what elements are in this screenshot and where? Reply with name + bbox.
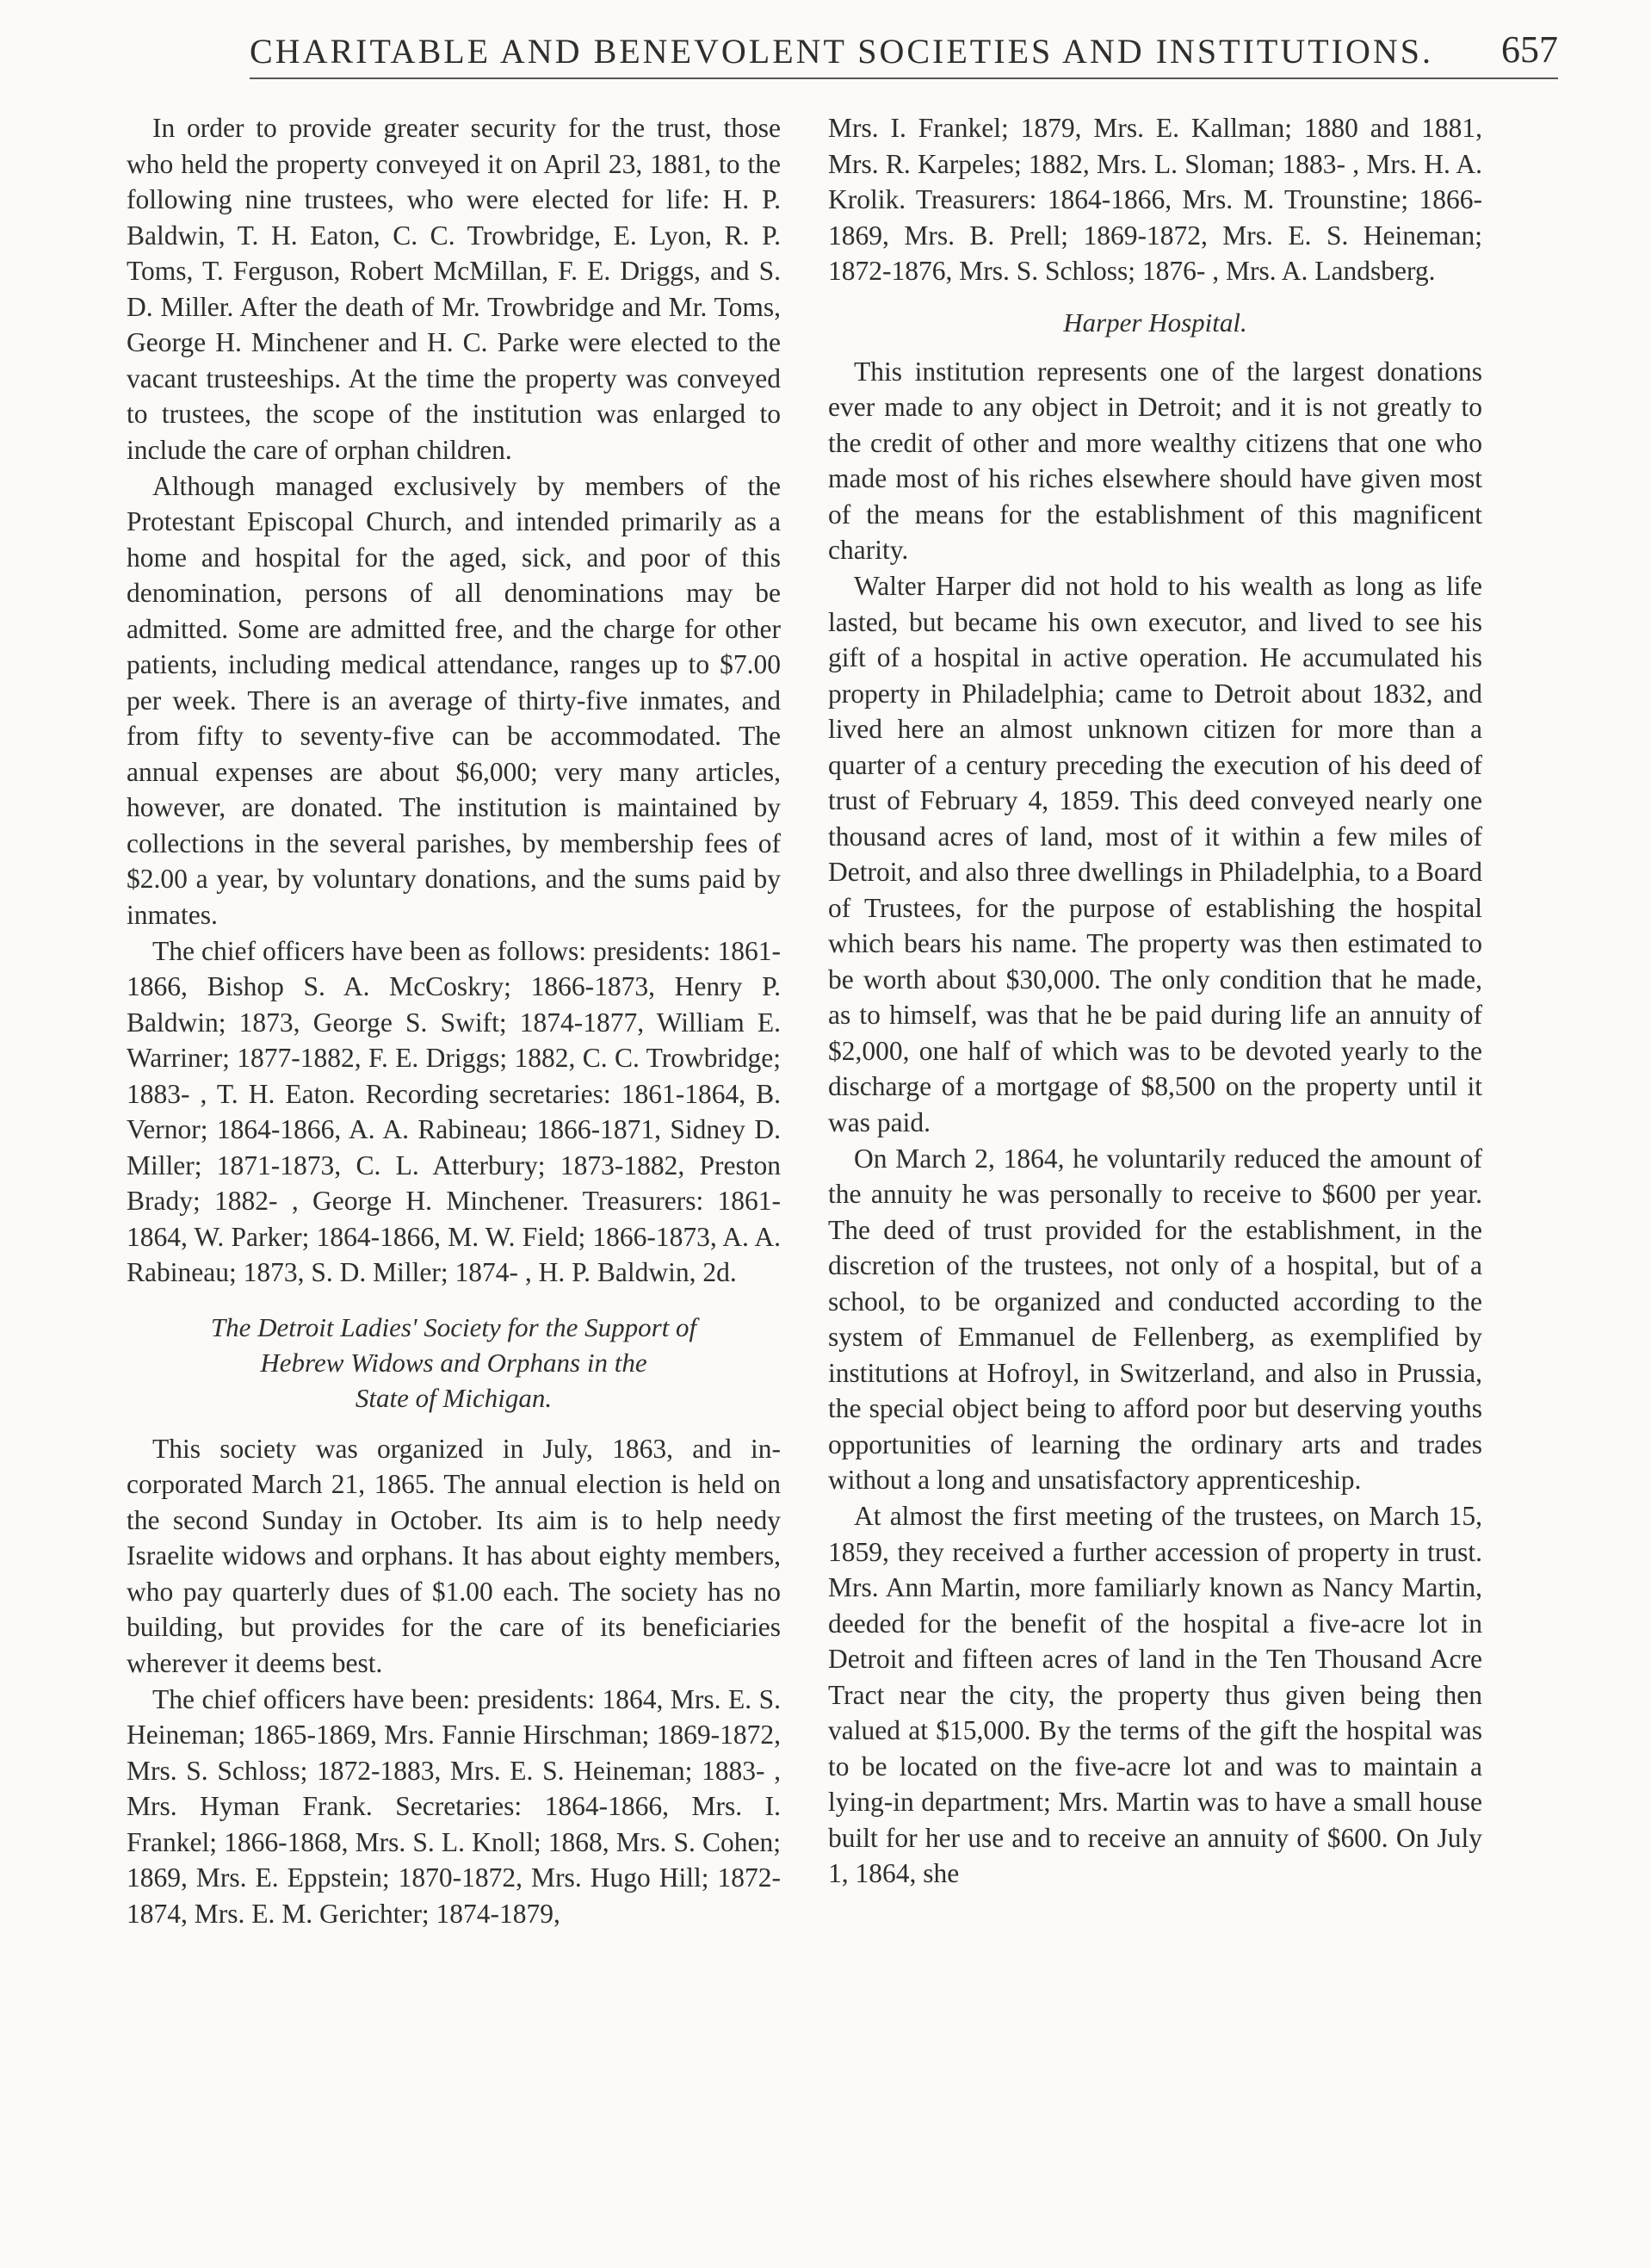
paragraph: Walter Harper did not hold to his wealth as long as life lasted, but became his own executor, and lived to see his gift of a hospital in active operation. He accumulated his property in Philadelphia; came to Detroit about 1832, and lived here an almost unknown citizen for more than a quarter of a century preceding the execution of his deed of trust of February 4, 1859. This deed conveyed nearly one thousand acres of land, most of it within a few miles of Detroit, and also three dwellings in Philadelphia, to a Board of Trustees, for the purpose of establishing the hospital which bears his name. The property was then estimated to be worth about $30,000. The only condition that he made, as to himself, was that he be paid during life an annuity of $2,000, one half of which was to be devoted yearly to the discharge of a mortgage of $8,500 on the property until it was paid. [828, 571, 1482, 1137]
page-number: 657 [1501, 28, 1558, 71]
section-title-line: Hebrew Widows and Orphans in the [260, 1347, 647, 1378]
section-title-line: The Detroit Ladies' Society for the Support of [210, 1311, 697, 1342]
paragraph: This institution represents one of the largest donations ever made to any object in Detroit; and it is not greatly to the credit of other and more wealthy citizens that one who made most of his riches elsewhere should have given most of the means for the establishment of this magnificent charity. [828, 356, 1482, 565]
left-column [127, 110, 781, 1932]
section-title: Harper Hospital. [1063, 307, 1247, 338]
paragraph: In order to provide greater security for the trust, those who held the property conveyed it on April 23, 1881, to the following nine trustees, who were elected for life: H. P. Baldwin, T. H. Eaton, C. C. Trowbridge, E. Lyon, R. P. Toms, T. Ferguson, Robert McMillan, F. E. Driggs, and S. D. Miller. After the death of Mr. Trowbridge and Mr. Toms, George H. Minchener and H. C. Parke were elected to the vacant trusteeships. At the time the property was conveyed to trustees, the scope of the institution was enlarged to include the care of orphan children. [127, 113, 781, 465]
paragraph: Although managed exclusively by members of the Protestant Episcopal Church, and intended primarily as a home and hospital for the aged, sick, and poor of this denomination, persons of all denominations may be admitted. Some are admitted free, and the charge for other patients, including medical attendance, ranges up to $7.00 per week. There is an average of thirty-five inmates, and from fifty to seventy-five can be accommodated. The annual expenses are about $6,000; very many articles, however, are donated. The institution is maintained by collections in the several parishes, by membership fees of $2.00 a year, by voluntary donations, and the sums paid by inmates. [127, 470, 781, 930]
paragraph: On March 2, 1864, he voluntarily reduced the amount of the annuity he was personally to receive to $600 per year. The deed of trust provided for the establishment, in the discretion of the trustees, not only of a hospital, but of a school, to be organized and conducted according to the system of Emmanuel de Fellenberg, as exemplified by institutions at Hofroyl, in Switzerland, and also in Prussia, the special object being to afford poor but deserving youths opportunities of learning the ordinary arts and trades without a long and unsatisfactory apprenticeship. [828, 1143, 1482, 1495]
paragraph: The chief officers have been as follows: presidents: 1861-1866, Bishop S. A. McCoskry; 1866-1873, Henry P. Baldwin; 1873, George S. Swift; 1874-1877, William E. Warriner; 1877-1882, F. E. Driggs; 1882, C. C. Trowbridge; 1883- , T. H. Eaton. Recording secretaries: 1861-1864, B. Vernor; 1864-1866, A. A. Rabineau; 1866-1871, Sidney D. Miller; 1871-1873, C. L. Atterbury; 1873-1882, Preston Brady; 1882- , George H. Minchener. Treasurers: 1861-1864, W. Parker; 1864-1866, M. W. Field; 1866-1873, A. A. Rabineau; 1873, S. D. Miller; 1874- , H. P. Baldwin, 2d. [127, 935, 781, 1287]
paragraph: Mrs. I. Frankel; 1879, Mrs. E. Kallman; 1880 and 1881, Mrs. R. Karpeles; 1882, Mrs. L. Sloman; 1883- , Mrs. H. A. Krolik. Treasurers: 1864-1866, Mrs. M. Trounstine; 1866-1869, Mrs. B. Prell; 1869-1872, Mrs. E. S. Heineman; 1872-1876, Mrs. S. Schloss; 1876- , Mrs. A. Landsberg. [828, 113, 1482, 286]
paragraph: This society was organized in July, 1863, and incorporated March 21, 1865. The annual election is held on the second Sunday in October. Its aim is to help needy Israelite widows and orphans. It has about eighty members, who pay quarterly dues of $1.00 each. The society has no building, but provides for the care of its beneficiaries wherever it deems best. [127, 1433, 781, 1678]
page-header [250, 26, 1558, 79]
right-column [828, 110, 1482, 1892]
paragraph: At almost the first meeting of the trustees, on March 15, 1859, they received a further accession of property in trust. Mrs. Ann Martin, more familiarly known as Nancy Martin, deeded for the benefit of the hospital a five-acre lot in Detroit and fifteen acres of land in the Ten Thousand Acre Tract near the city, the property thus given being then valued at $15,000. By the terms of the gift the hospital was to be located on the five-acre lot and was to maintain a lying-in department; Mrs. Martin was to have a small house built for her use and to receive an annuity of $600. On July 1, 1864, she [828, 1501, 1482, 1888]
section-title [135, 1310, 772, 1416]
section-title-line: State of Michigan. [355, 1382, 553, 1413]
paragraph: The chief officers have been: presidents: 1864, Mrs. E. S. Heineman; 1865-1869, Mrs. Fannie Hirschman; 1869-1872, Mrs. S. Schloss; 1872-1883, Mrs. E. S. Heineman; 1883- , Mrs. Hyman Frank. Secretaries: 1864-1866, Mrs. I. Frankel; 1866-1868, Mrs. S. L. Knoll; 1868, Mrs. S. Cohen; 1869, Mrs. E. Eppstein; 1870-1872, Mrs. Hugo Hill; 1872-1874, Mrs. E. M. Gerichter; 1874-1879, [127, 1683, 781, 1929]
running-title: CHARITABLE AND BENEVOLENT SOCIETIES AND INSTITUTIONS. [250, 32, 1433, 71]
